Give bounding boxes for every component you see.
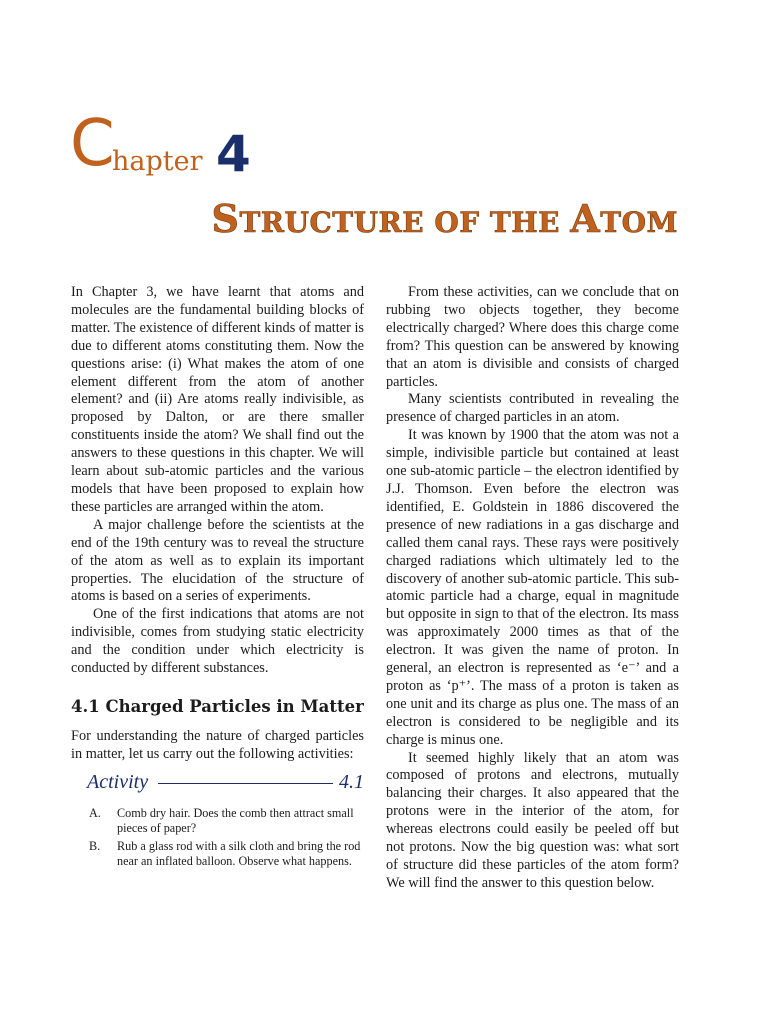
list-item — [89, 806, 364, 837]
body-paragraph: From these activities, can we conclude that on rubbing two objects together, they become electrically charged? Where does this charge come from? This question can be answered by knowing that an atom is divisible and consists of charged particles. — [386, 284, 679, 390]
activity-label: Activity — [87, 770, 149, 793]
body-paragraph: One of the first indications that atoms are not indivisible, comes from studying static electricity and the condition under which electricity is conducted by different substances. — [71, 606, 364, 677]
right-column — [386, 284, 679, 893]
body-paragraph: For understanding the nature of charged particles in matter, let us carry out the following activities: — [71, 727, 364, 762]
activity-list — [89, 806, 364, 870]
chapter-title-part: S — [211, 196, 240, 241]
chapter-label: hapter — [112, 146, 203, 177]
body-paragraph: It seemed highly likely that an atom was composed of protons and electrons, mutually balancing their charges. It also appeared that the protons were in the interior of the atom, for whereas electrons could easily be peeled off but not protons. Now the big question was: what sort of structure did these particles of the atom form? We will find the answer to this question below. — [386, 749, 679, 891]
chapter-number: 4 — [216, 125, 251, 183]
list-item-text: Rub a glass rod with a silk cloth and bring the rod near an inflated balloon. Observe what happens. — [117, 838, 361, 869]
chapter-initial: C — [70, 107, 115, 181]
body-paragraph: It was known by 1900 that the atom was not a simple, indivisible particle but contained at least one sub-atomic particle – the electron identified by J.J. Thomson. Even before the electron was identified, E. Goldstein in 1886 discovered the presence of new radiations in a gas discharge and called them canal rays. These rays were positively charged radiations which ultimately led to the discovery of another sub-atomic particle. This sub-atomic particle had a charge, equal in magnitude but opposite in sign to that of the electron. Its mass was approximately 2000 times as that of the electron. It was given the name of proton. In general, an electron is represented as ‘e⁻’ and a proton as ‘p⁺’. The mass of a proton is taken as one unit and its charge as plus one. The mass of an electron is considered to be negligible and its charge is minus one. — [386, 427, 679, 748]
chapter-title — [211, 196, 679, 241]
chapter-title-part: TOM — [600, 206, 678, 239]
chapter-title-part: A — [570, 196, 601, 241]
section-heading: 4.1 Charged Particles in Matter — [71, 696, 364, 716]
body-paragraph: Many scientists contributed in revealing the presence of charged particles in an atom. — [386, 391, 679, 426]
intro-paragraph: In Chapter 3, we have learnt that atoms and molecules are the fundamental building blocks of matter. The existence of different kinds of matter is due to different atoms constituting them. Now the questions arise: (i) What makes the atom of one element different from the atom of another element? and (ii) Are atoms really indivisible, as proposed by Dalton, or are there smaller constituents inside the atom? We shall find out the answers to these questions in this chapter. We will learn about sub-atomic particles and the various models that have been proposed to explain how these particles are arranged within the atom. — [71, 284, 364, 515]
chapter-title-part: TRUCTURE OF THE — [239, 206, 571, 239]
left-column — [71, 284, 364, 872]
activity-rule — [158, 783, 333, 784]
body-paragraph: A major challenge before the scientists at the end of the 19th century was to reveal the structure of the atom as well as to explain its important properties. The elucidation of the structure of atoms is based on a series of experiments. — [71, 516, 364, 605]
activity-heading — [87, 770, 364, 793]
list-item-letter: B. — [89, 838, 101, 853]
activity-number: 4.1 — [339, 770, 364, 793]
list-item — [89, 839, 364, 870]
list-item-text: Comb dry hair. Does the comb then attract small pieces of paper? — [117, 805, 354, 836]
list-item-letter: A. — [89, 805, 101, 820]
